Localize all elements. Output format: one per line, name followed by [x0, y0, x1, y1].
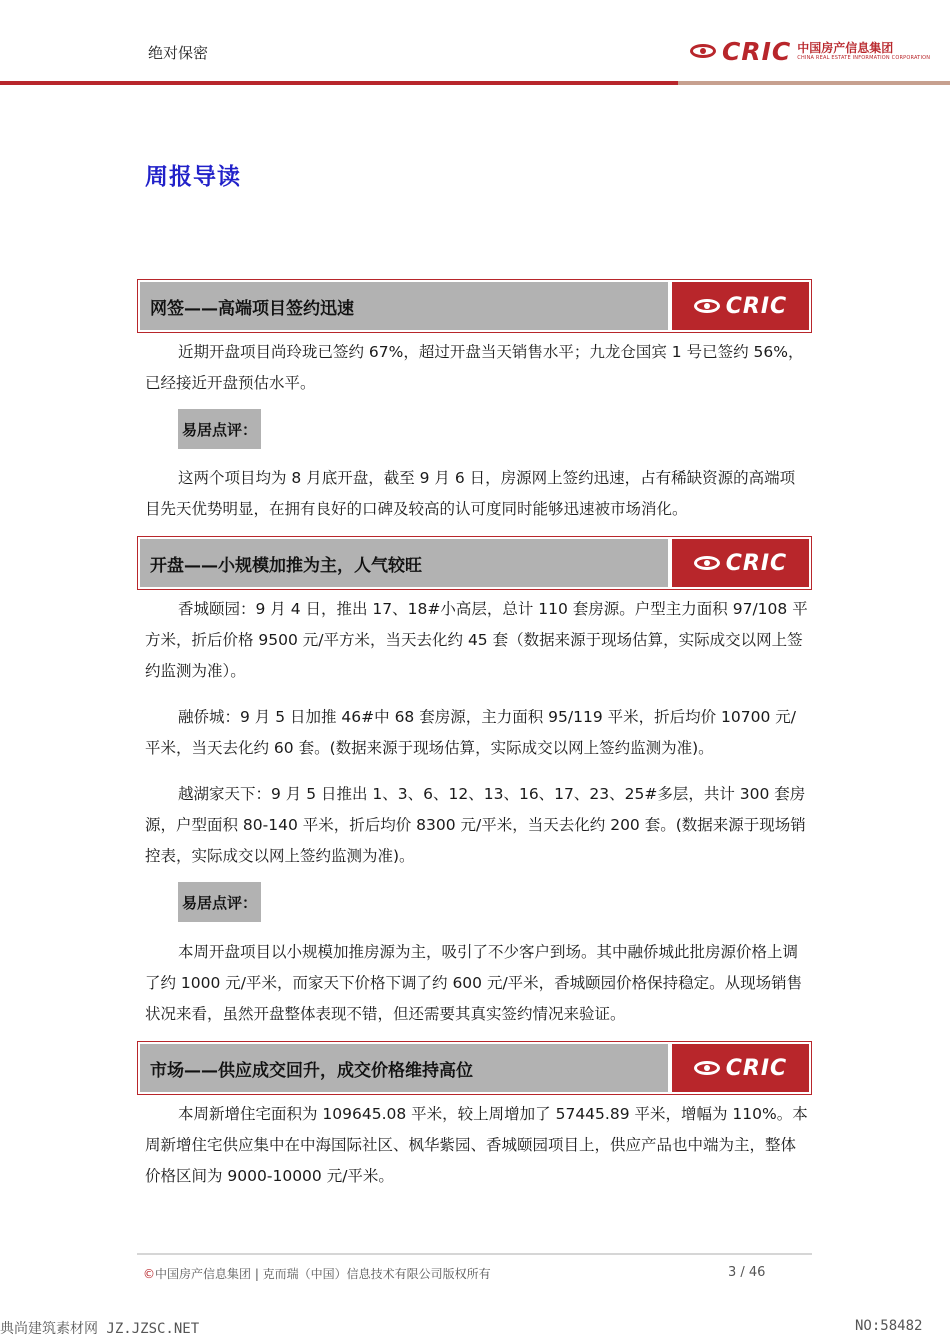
section-paragraph — [145, 779, 810, 872]
section-heading-bar — [137, 1041, 812, 1095]
logo-en: CHINA REAL ESTATE INFORMATION CORPORATION — [797, 54, 931, 61]
section-badge — [672, 282, 809, 330]
logo-wordmark: CRIC — [722, 36, 792, 66]
confidential-label: 绝对保密 — [148, 44, 209, 62]
section-heading-bar — [137, 536, 812, 590]
comment-label: 易居点评： — [178, 409, 261, 449]
section-paragraph — [145, 594, 810, 687]
logo-cn: 中国房产信息集团 — [797, 40, 894, 55]
header-rule — [0, 81, 678, 85]
section-heading: 开盘——小规模加推为主，人气较旺 — [140, 539, 668, 587]
copyright-text: 中国房产信息集团 | 克而瑞（中国）信息技术有限公司版权所有 — [155, 1267, 491, 1281]
copyright-mark: © — [143, 1267, 155, 1281]
logo-company-name — [797, 42, 930, 61]
badge-wordmark: CRIC — [725, 550, 788, 576]
watermark-number: NO:58482 — [855, 1318, 923, 1334]
paragraph-text: 融侨城：9 月 5 日加推 46#中 68 套房源，主力面积 95/119 平米，折后均价 10700 元/平米，当天去化约 60 套。(数据来源于现场估算，实际成交以网上签约监测为准)。 — [145, 708, 796, 757]
footer-copyright — [143, 1265, 491, 1282]
watermark-site: 典尚建筑素材网 JZ.JZSC.NET — [0, 1321, 200, 1337]
badge-wordmark: CRIC — [725, 293, 788, 319]
section-heading-bar — [137, 279, 812, 333]
eye-icon — [694, 1061, 720, 1075]
header-rule-accent — [678, 81, 950, 85]
section-heading: 网签——高端项目签约迅速 — [140, 282, 668, 330]
comment-label: 易居点评： — [178, 882, 261, 922]
comment-paragraph — [145, 937, 810, 1030]
section-paragraph — [145, 702, 810, 764]
paragraph-text: 香城颐园：9 月 4 日，推出 17、18#小高层，总计 110 套房源。户型主力面积 97/108 平方米，折后价格 9500 元/平方米，当天去化约 45 套（数据来源于现场估算，实际成交以网上签约监测为准）。 — [145, 600, 808, 680]
paragraph-text: 越湖家天下：9 月 5 日推出 1、3、6、12、13、16、17、23、25#多层，共计 300 套房源，户型面积 80-140 平米，折后均价 8300 元/平米，当天去化约 200 套。(数据来源于现场销控表，实际成交以网上签约监测为准)。 — [145, 785, 806, 865]
page-title: 周报导读 — [145, 164, 241, 190]
eye-icon — [694, 299, 720, 313]
comment-text: 本周开盘项目以小规模加推房源为主，吸引了不少客户到场。其中融侨城此批房源价格上调了约 1000 元/平米，而家天下价格下调了约 600 元/平米，香城颐园价格保持稳定。从现场销售状况来看，虽然开盘整体表现不错，但还需要其真实签约情况来验证。 — [145, 943, 803, 1023]
section-paragraph — [145, 1099, 810, 1192]
eye-icon — [690, 44, 716, 58]
section-paragraph — [145, 337, 810, 399]
section-badge — [672, 1044, 809, 1092]
eye-icon — [694, 556, 720, 570]
paragraph-text: 近期开盘项目尚玲珑已签约 67%，超过开盘当天销售水平；九龙仓国宾 1 号已签约 56%，已经接近开盘预估水平。 — [145, 343, 804, 392]
paragraph-text: 本周新增住宅面积为 109645.08 平米，较上周增加了 57445.89 平米，增幅为 110%。本周新增住宅供应集中在中海国际社区、枫华紫园、香城颐园项目上，供应产品也中端为主，整体价格区间为 9000-10000 元/平米。 — [145, 1105, 808, 1185]
badge-wordmark: CRIC — [725, 1055, 788, 1081]
comment-text: 这两个项目均为 8 月底开盘，截至 9 月 6 日，房源网上签约迅速，占有稀缺资源的高端项目先天优势明显，在拥有良好的口碑及较高的认可度同时能够迅速被市场消化。 — [145, 469, 796, 518]
footer-rule — [137, 1253, 812, 1255]
page-number: 3 / 46 — [728, 1265, 766, 1280]
section-heading: 市场——供应成交回升，成交价格维持高位 — [140, 1044, 668, 1092]
comment-paragraph — [145, 463, 810, 525]
section-badge — [672, 539, 809, 587]
cric-logo — [690, 38, 930, 64]
